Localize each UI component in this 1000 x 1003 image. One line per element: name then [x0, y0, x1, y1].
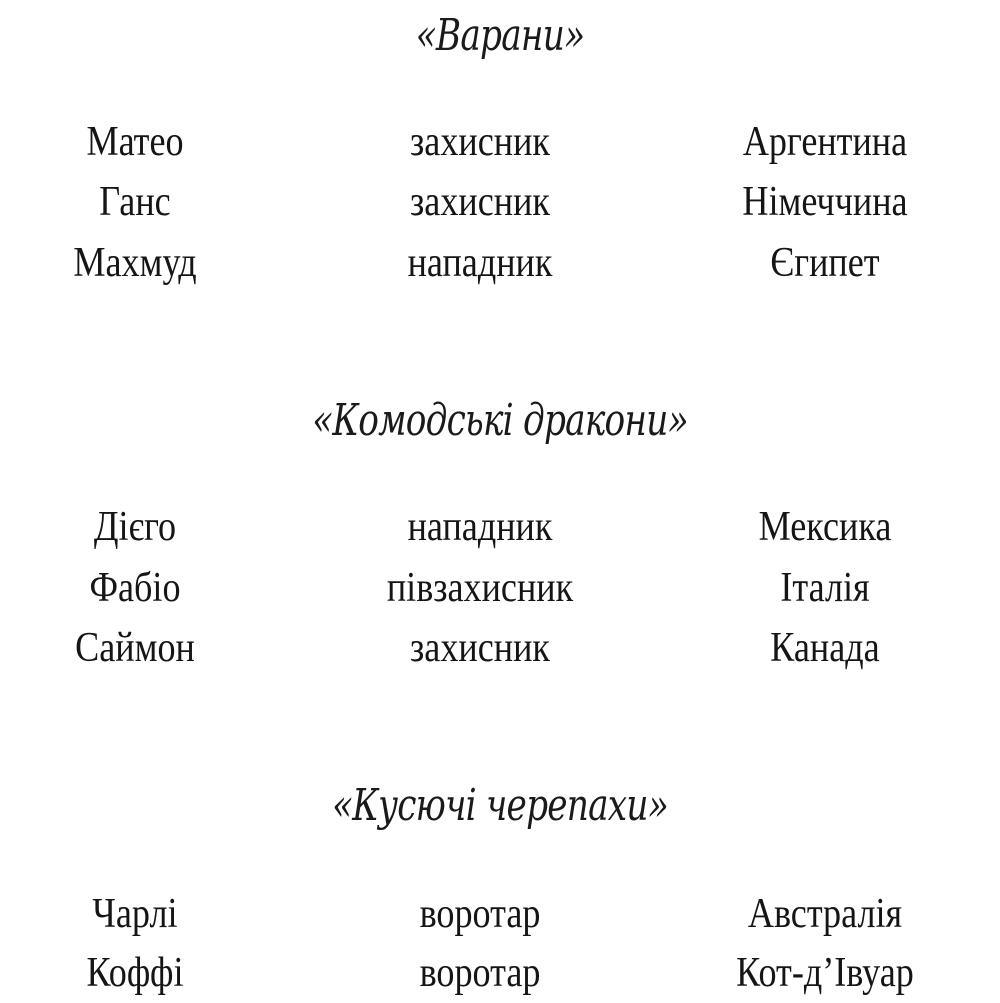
- player-row: [0, 172, 1000, 232]
- player-name: Матео: [86, 119, 184, 165]
- player-position: півзахисник: [386, 565, 574, 611]
- player-row: [0, 497, 1000, 557]
- player-name: Ганс: [99, 179, 171, 225]
- player-position: нападник: [407, 240, 553, 286]
- team-title: «Кусючі черепахи»: [332, 780, 668, 831]
- player-country: Єгипет: [770, 240, 880, 286]
- player-country: Австралія: [747, 891, 903, 937]
- player-position: воротар: [419, 950, 541, 996]
- player-name: Дієго: [93, 504, 177, 550]
- player-row: [0, 884, 1000, 944]
- player-country: Кот-д’Івуар: [736, 950, 914, 996]
- player-country: Аргентина: [742, 119, 908, 165]
- player-position: воротар: [419, 891, 541, 937]
- player-name: Коффі: [86, 950, 184, 996]
- player-position: захисник: [410, 625, 550, 671]
- player-country: Мексика: [758, 504, 892, 550]
- player-name: Фабіо: [89, 565, 181, 611]
- team-title: «Комодські дракони»: [312, 395, 688, 446]
- player-row: [0, 233, 1000, 293]
- player-position: нападник: [407, 504, 553, 550]
- player-row: [0, 558, 1000, 618]
- player-row: [0, 618, 1000, 678]
- player-name: Саймон: [75, 625, 195, 671]
- player-country: Канада: [770, 625, 880, 671]
- player-country: Італія: [780, 565, 870, 611]
- player-country: Німеччина: [742, 179, 908, 225]
- player-position: захисник: [410, 119, 550, 165]
- player-name: Чарлі: [92, 891, 178, 937]
- player-row: [0, 112, 1000, 172]
- player-position: захисник: [410, 179, 550, 225]
- player-name: Махмуд: [73, 240, 197, 286]
- team-title: «Варани»: [415, 10, 585, 61]
- player-row: [0, 943, 1000, 1003]
